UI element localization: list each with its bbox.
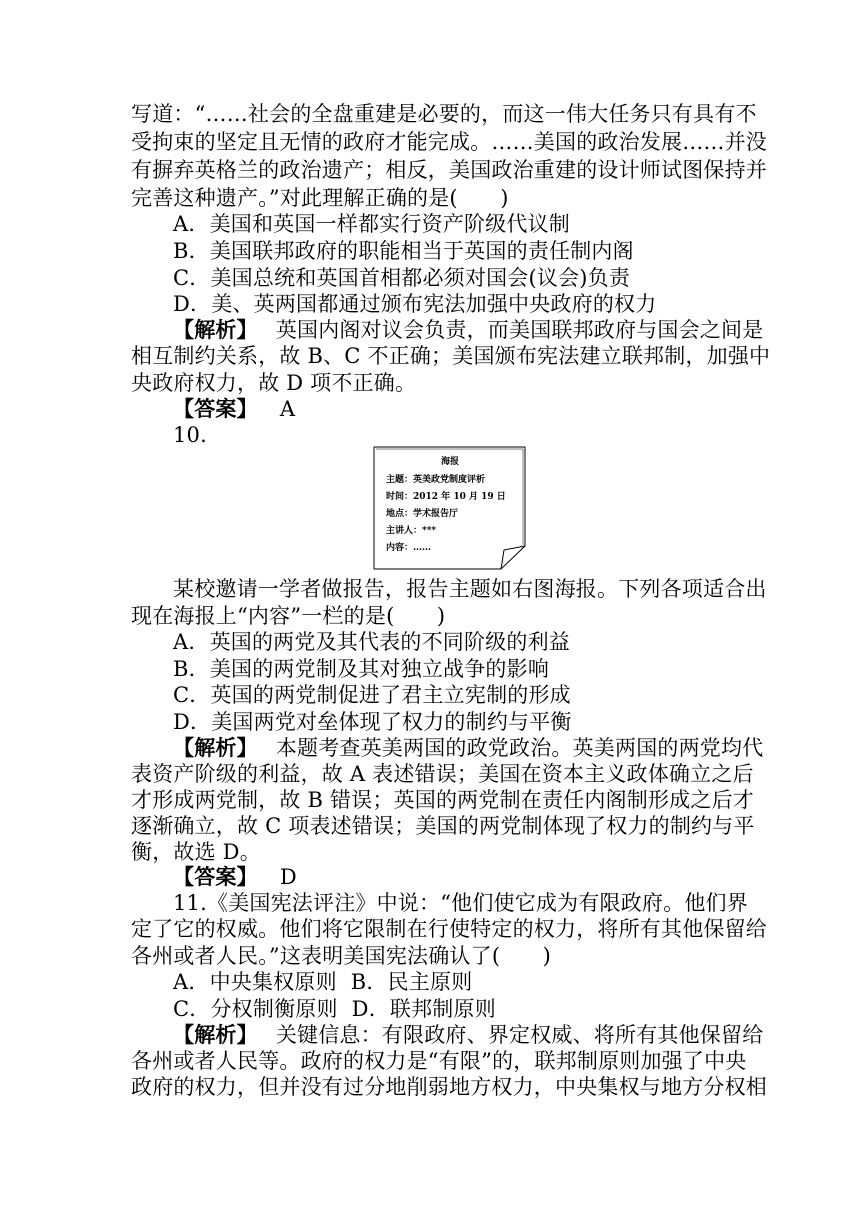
q10-answer — [173, 864, 297, 890]
poster-figure — [373, 446, 526, 570]
analysis-label: 【解析】 — [173, 1022, 258, 1047]
q9-option-c: C．美国总统和英国首相都必须对国会(议会)负责 — [173, 266, 631, 290]
q9-option-a: A．美国和英国一样都实行资产阶级代议制 — [173, 212, 570, 236]
q10-option-a: A．英国的两党及其代表的不同阶级的利益 — [173, 630, 570, 654]
q10-analysis-line: 衡，故选 D。 — [131, 840, 261, 864]
q9-analysis-line: 央政府权力，故 D 项不正确。 — [131, 371, 417, 395]
q10-analysis-line: 表资产阶级的利益，故 A 表述错误；美国在资本主义政体确立之后 — [131, 762, 754, 786]
q9-option-d: D．美、英两国都通过颁布宪法加强中央政府的权力 — [173, 292, 657, 316]
q11-options-row — [173, 996, 496, 1022]
q11-stem-line: 各州或者人民。”这表明美国宪法确认了( ) — [131, 944, 552, 968]
q9-stem-line: 写道：“……社会的全盘重建是必要的，而这一伟大任务只有具有不 — [131, 102, 757, 126]
poster-content: 内容：…… — [386, 543, 432, 553]
q11-analysis-line: 各州或者人民等。政府的权力是“有限”的，联邦制原则加强了中央 — [131, 1049, 747, 1073]
q9-stem-line: 受拘束的坚定且无情的政府才能完成。……美国的政治发展……并没 — [131, 130, 767, 154]
q11-analysis — [173, 1022, 763, 1048]
q9-analysis — [173, 317, 763, 343]
q9-stem-line: 完善这种遗产。”对此理解正确的是( ) — [131, 186, 509, 210]
q11-stem-line: 11.《美国宪法评注》中说：“他们使它成为有限政府。他们界 — [173, 891, 748, 915]
poster-topic: 主题：英美政党制度评析 — [386, 475, 486, 485]
analysis-text: 本题考查英美两国的政党政治。英美两国的两党均代 — [275, 736, 764, 760]
answer-label: 【答案】 — [173, 396, 258, 421]
q11-option-c: C．分权制衡原则 — [173, 997, 338, 1021]
answer-label: 【答案】 — [173, 864, 258, 889]
q11-option-a: A．中央集权原则 — [173, 970, 337, 994]
analysis-text: 英国内阁对议会负责，而美国联邦政府与国会之间是 — [275, 318, 764, 342]
q9-answer — [173, 396, 295, 422]
q10-analysis — [173, 735, 763, 761]
q11-option-d: D．联邦制原则 — [351, 997, 496, 1021]
answer-value: D — [279, 865, 297, 889]
q11-option-b: B．民主原则 — [350, 970, 473, 994]
q11-stem-line: 定了它的权威。他们将它限制在行使特定的权力，将所有其他保留给 — [131, 917, 767, 941]
q10-stem-line: 现在海报上“内容”一栏的是( ) — [131, 604, 446, 628]
q10-analysis-line: 逐渐确立，故 C 项表述错误；美国的两党制体现了权力的制约与平 — [131, 814, 755, 838]
q10-number: 10. — [173, 423, 207, 447]
q9-analysis-line: 相互制约关系，故 B、C 不正确；美国颁布宪法建立联邦制，加强中 — [131, 344, 771, 368]
q10-option-d: D．美国两党对垒体现了权力的制约与平衡 — [173, 710, 572, 734]
q9-option-b: B．美国联邦政府的职能相当于英国的责任制内阁 — [173, 239, 634, 263]
q10-option-c: C．英国的两党制促进了君主立宪制的形成 — [173, 683, 571, 707]
analysis-text: 关键信息：有限政府、界定权威、将所有其他保留给 — [275, 1023, 764, 1047]
q9-stem-line: 有摒弃英格兰的政治遗产；相反，美国政治重建的设计师试图保持并 — [131, 158, 767, 182]
q11-analysis-line: 政府的权力，但并没有过分地削弱地方权力，中央集权与地方分权相 — [131, 1075, 767, 1099]
poster-speaker: 主讲人：*** — [386, 526, 437, 536]
answer-value: A — [279, 397, 296, 421]
analysis-label: 【解析】 — [173, 735, 258, 760]
q11-options-row — [173, 969, 472, 995]
q10-stem-line: 某校邀请一学者做报告，报告主题如右图海报。下列各项适合出 — [173, 577, 767, 601]
poster-time: 时间：2012 年 10 月 19 日 — [386, 492, 506, 502]
poster-place: 地点：学术报告厅 — [386, 509, 459, 519]
q10-option-b: B．美国的两党制及其对独立战争的影响 — [173, 657, 550, 681]
analysis-label: 【解析】 — [173, 317, 258, 342]
poster-title: 海报 — [441, 457, 460, 467]
q10-analysis-line: 才形成两党制，故 B 错误；英国的两党制在责任内阁制形成之后才 — [131, 788, 754, 812]
